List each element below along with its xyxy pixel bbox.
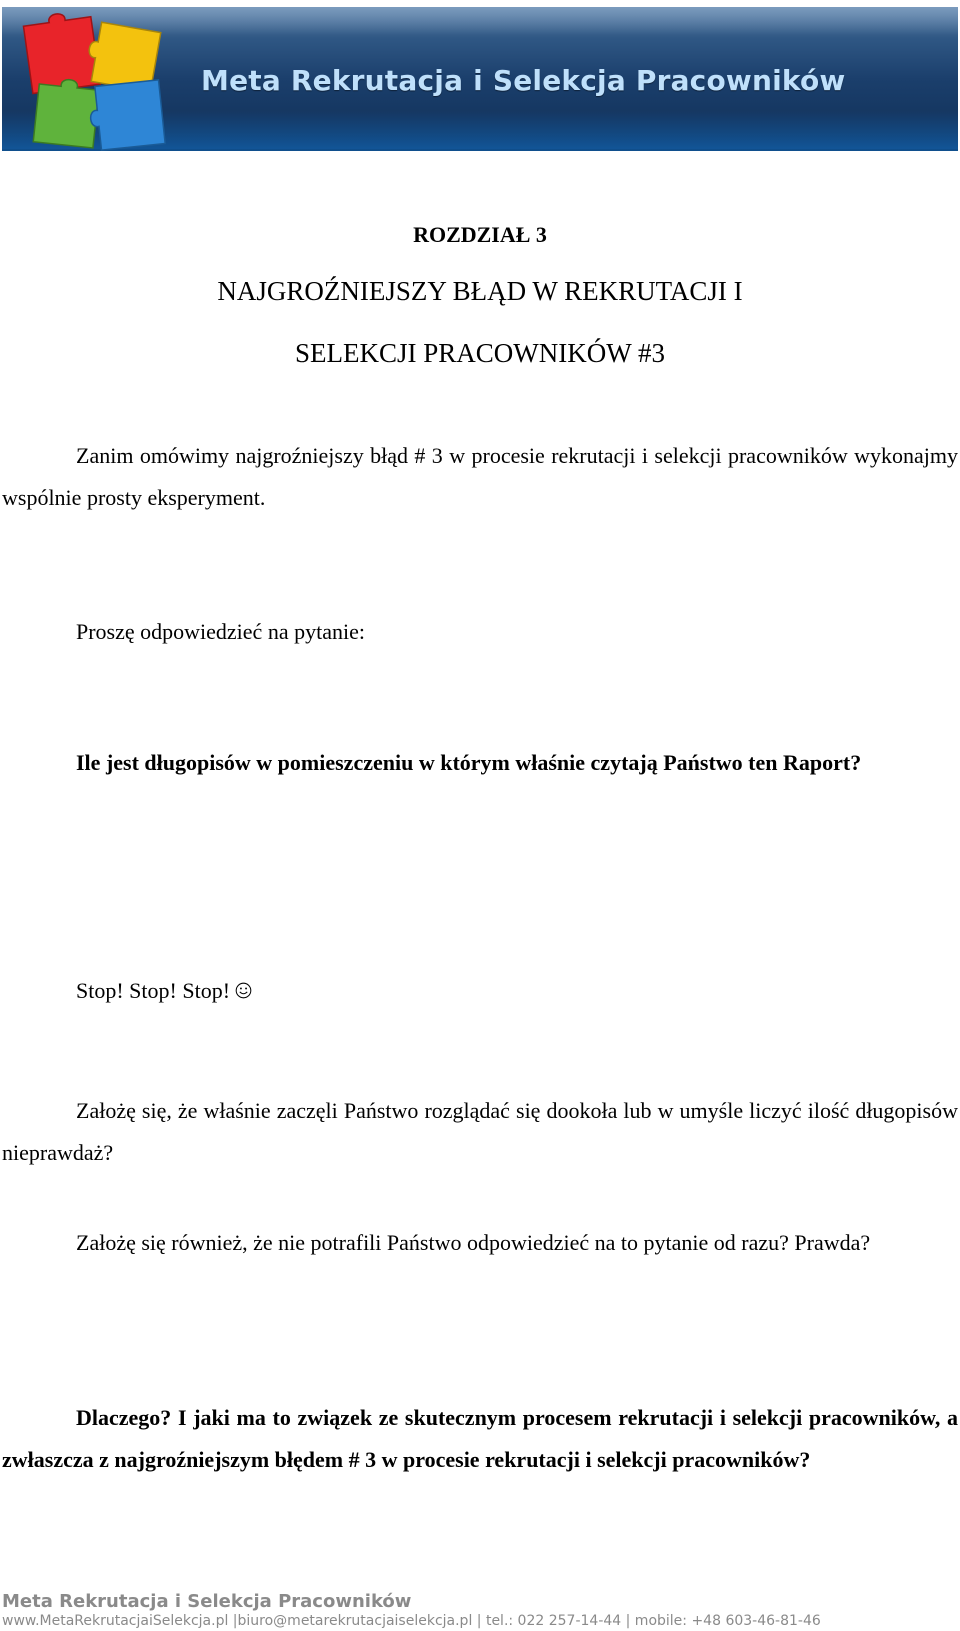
paragraph-question: Ile jest długopisów w pomieszczeniu w którym właśnie czytają Państwo ten Raport? <box>76 750 862 775</box>
puzzle-pieces-logo-icon <box>22 13 172 151</box>
paragraph-bet-2: Założę się również, że nie potrafili Państwo odpowiedzieć na to pytanie od razu? Prawda? <box>76 1230 871 1255</box>
paragraph-why: Dlaczego? I jaki ma to związek ze skutecznym procesem rekrutacji i selekcji pracowników, a zwłaszcza z najgroźniejszym błędem # 3 w procesie rekrutacji i selekcji pracowników? <box>2 1405 958 1472</box>
stop-text: Stop! Stop! Stop! <box>76 978 231 1003</box>
chapter-title-line-2: SELEKCJI PRACOWNIKÓW #3 <box>295 338 665 368</box>
paragraph-intro: Zanim omówimy najgroźniejszy błąd # 3 w procesie rekrutacji i selekcji pracowników wykonajmy wspólnie prosty eksperyment. <box>2 443 958 510</box>
paragraph-bet-1: Założę się, że właśnie zaczęli Państwo rozglądać się dookoła lub w umyśle liczyć ilość długopisów nieprawdaż? <box>2 1098 958 1165</box>
chapter-number: ROZDZIAŁ 3 <box>413 222 547 247</box>
footer-title: Meta Rekrutacja i Selekcja Pracowników <box>2 1591 412 1612</box>
paragraph-request: Proszę odpowiedzieć na pytanie: <box>76 619 365 644</box>
smiley-face-icon <box>235 982 252 999</box>
paragraph-stop <box>2 970 958 1012</box>
chapter-title-line-1: NAJGROŹNIEJSZY BŁĄD W REKRUTACJI I <box>217 276 743 306</box>
banner-title: Meta Rekrutacja i Selekcja Pracowników <box>201 64 846 97</box>
header-banner <box>2 7 958 151</box>
footer-contact: www.MetaRekrutacjaiSelekcja.pl |biuro@metarekrutacjaiselekcja.pl | tel.: 022 257-14-44 | mobile: +48 603-46-81-46 <box>2 1613 821 1629</box>
